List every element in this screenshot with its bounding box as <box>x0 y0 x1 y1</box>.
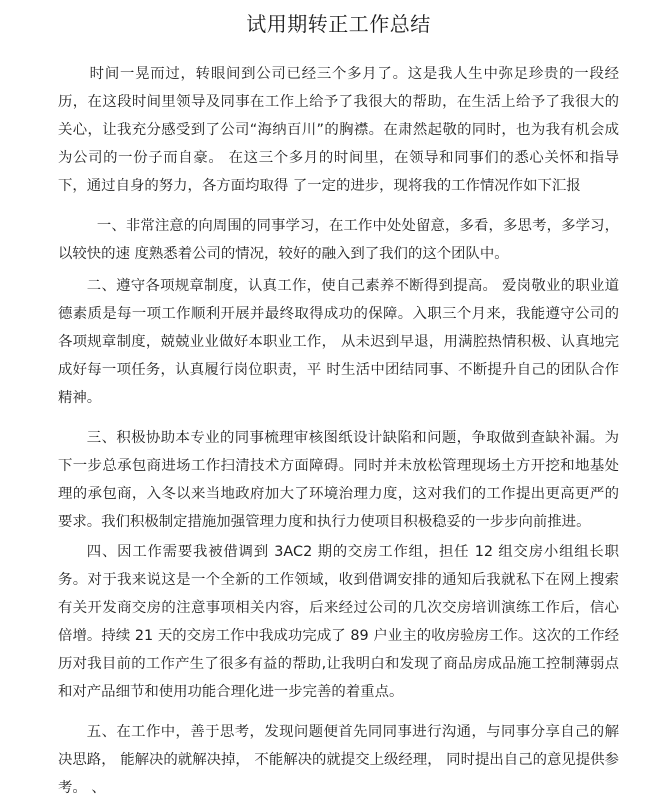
paragraph-point-4: 四、因工作需要我被借调到 3AC2 期的交房工作组，担任 12 组交房小组组长职务。对于我来说这是一个全新的工作领域，收到借调安排的通知后我就私下在网上搜索有关开发商交房的注意事项相关内容，后来经过公司的几次交房培训演练工作后，信心倍增。持续 21 天的交房工作中我成功完成了 89 户业主的收房验房工作。这次的工作经历对我目前的工作产生了很多有益的帮助,让我明白和发现了商品房成品施工控制薄弱点和对产品细节和使用功能合理化进一步完善的着重点。 <box>58 544 619 700</box>
paragraph-intro: 时间一晃而过，转眼间到公司已经三个多月了。这是我人生中弥足珍贵的一段经历，在这段时间里领导及同事在工作上给予了我很大的帮助，在生活上给予了我很大的关心，让我充分感受到了公司“海纳百川”的胸襟。在肃然起敬的同时，也为我有机会成为公司的一份子而自豪。 在这三个多月的时间里，在领导和同事们的悉心关怀和指导下，通过自身的努力，各方面均取得 了一定的进步，现将我的工作情况作如下汇报 <box>58 66 619 194</box>
paragraph-point-3: 三、积极协助本专业的同事梳理审核图纸设计缺陷和问题，争取做到查缺补漏。为下一步总承包商进场工作扫清技术方面障碍。同时并未放松管理现场土方开挖和地基处理的承包商，入冬以来当地政府加大了环境治理力度，这对我们的工作提出更高更严的要求。我们积极制定措施加强管理力度和执行力使项目积极稳妥的一步步向前推进。 <box>58 430 619 530</box>
paragraph-point-1: 一、非常注意的向周围的同事学习，在工作中处处留意，多看，多思考，多学习，以较快的速 度熟悉着公司的情况，较好的融入到了我们的这个团队中。 <box>58 218 619 262</box>
document-title: 试用期转正工作总结 <box>246 12 431 36</box>
paragraph-point-5: 五、在工作中，善于思考，发现问题便首先同同事进行沟通，与同事分享自己的解决思路， 能解决的就解决掉， 不能解决的就提交上级经理， 同时提出自己的意见提供参考。 、 <box>58 724 619 796</box>
paragraph-point-2: 二、遵守各项规章制度，认真工作，使自己素养不断得到提高。 爱岗敬业的职业道德素质是每一项工作顺利开展并最终取得成功的保障。入职三个月来，我能遵守公司的各项规章制度，兢兢业业做好本职业工作， 从未迟到早退，用满腔热情积极、认真地完成好每一项任务，认真履行岗位职责，平 时生活中团结同事、不断提升自己的团队合作精神。 <box>58 278 619 406</box>
